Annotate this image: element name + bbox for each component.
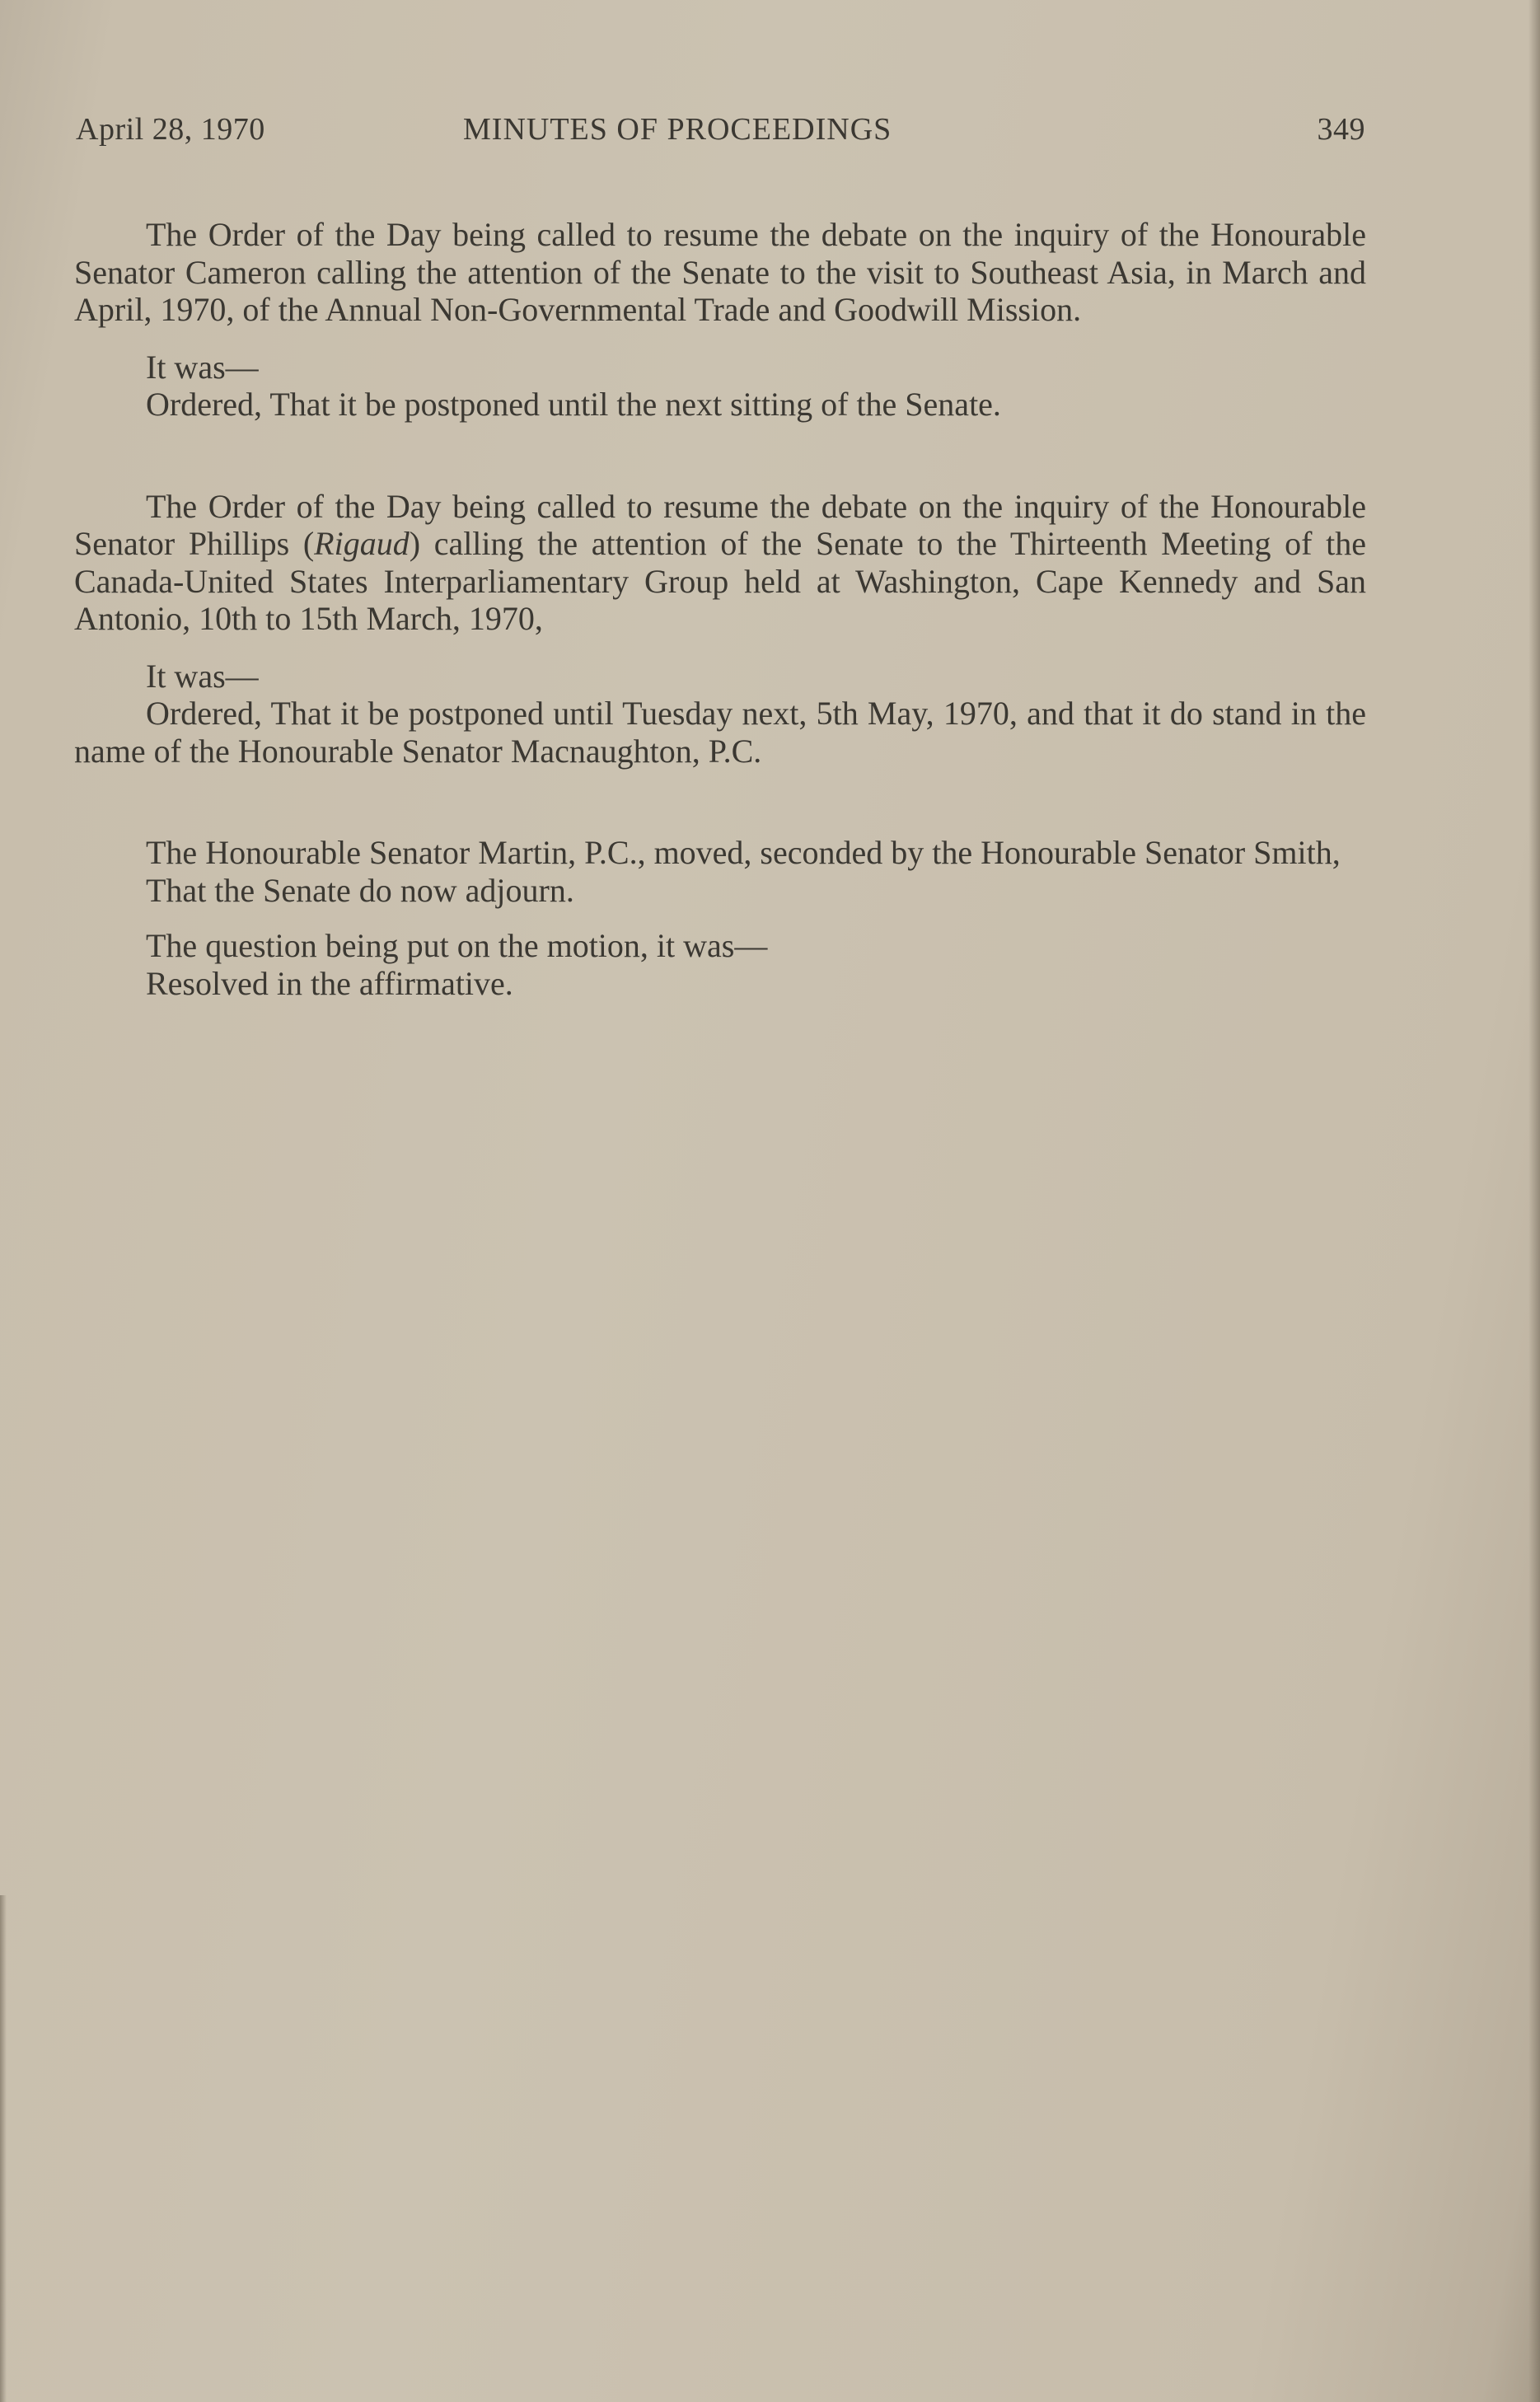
ordered-line-1: Ordered, That it be postponed until the next sitting of the Senate. xyxy=(146,386,1001,423)
page-edge-shadow xyxy=(1528,0,1540,2402)
motion-paragraph: The Honourable Senator Martin, P.C., moved, seconded by the Honourable Senator Smith, xyxy=(146,834,1341,871)
ordered-paragraph-2: Ordered, That it be postponed until Tuesday next, 5th May, 1970, and that it do stand in the name of the Honourable Senator Macnaughton, P.C. xyxy=(74,695,1366,770)
it-was-line-2: It was— xyxy=(146,657,259,695)
question-line: The question being put on the motion, it was— xyxy=(146,927,768,964)
paragraph-2-text-end: ) calling the attention of the Senate to the Thirteenth Meeting of the Canada-United States Interparliamentary Group held at Washington, Cape Kennedy and San Antonio, 10th to 15th March, 1970, xyxy=(74,525,1366,637)
running-header xyxy=(76,111,1365,152)
order-of-day-paragraph-2 xyxy=(74,488,1366,638)
motion-text-line: That the Senate do now adjourn. xyxy=(146,871,574,909)
paragraph-2-italic-riding: Rigaud xyxy=(314,525,410,562)
header-title: MINUTES OF PROCEEDINGS xyxy=(463,112,892,147)
minutes-body xyxy=(74,216,1366,1002)
order-of-day-paragraph-1: The Order of the Day being called to resume the debate on the inquiry of the Honourable Senator Cameron calling the attention of the Senate to the visit to Southeast Asia, in March and April, 1970, of the Annual Non-Governmental Trade and Goodwill Mission. xyxy=(74,216,1366,328)
page-edge-shadow-left xyxy=(0,1895,7,2402)
result-line: Resolved in the affirmative. xyxy=(146,964,513,1002)
page-number: 349 xyxy=(1317,112,1365,147)
it-was-line-1: It was— xyxy=(146,348,259,386)
header-date: April 28, 1970 xyxy=(76,112,265,147)
paragraph-2-text-start: The Order of the Day being called to resume the debate on the inquiry of the Honourable Senator Phillips ( xyxy=(74,487,1366,562)
